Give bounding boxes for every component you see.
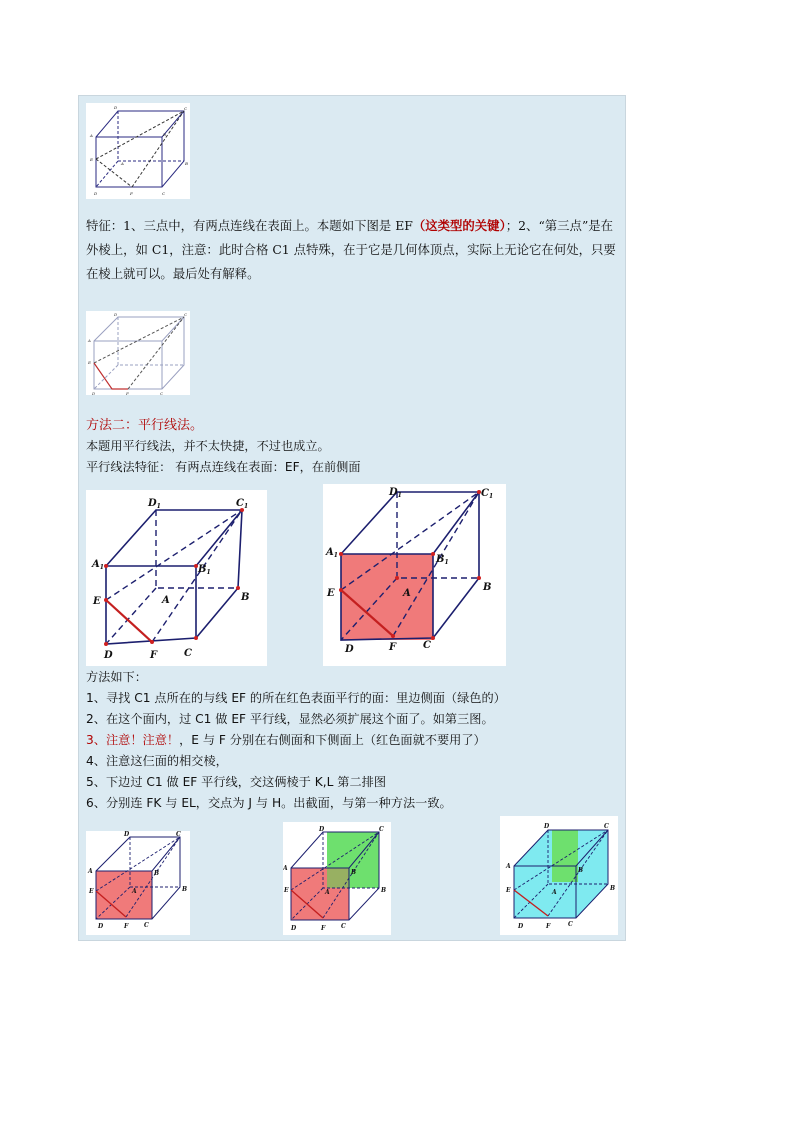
svg-text:D1: $D_1$ xyxy=(148,498,161,510)
svg-text:B: B xyxy=(182,886,188,893)
cube-figure-6 xyxy=(283,822,391,935)
step-5: 5、下边过 C1 做 EF 平行线，交这俩棱于 K,L 第二排图 xyxy=(86,775,387,789)
method2-title: 方法二：平行线法。 xyxy=(86,418,204,433)
step-3-text: ，E 与 F 分别在右侧面和下侧面上（红色面就不要用了） xyxy=(179,733,486,747)
svg-text:B: B xyxy=(578,867,584,874)
svg-text:F: F xyxy=(124,923,129,930)
svg-text:B: B xyxy=(185,161,188,166)
svg-text:D: D xyxy=(92,391,96,395)
svg-text:D: D xyxy=(345,644,354,655)
features-suffix: ；2、“第三点”是在外棱上，如 C1，注意：此时合格 C1 点特殊，在于它是几何体顶点，实际上无论它在何处，只要在棱上就可以。最后处有解释。 xyxy=(86,218,616,281)
step-3-warning: 3、注意！注意！ xyxy=(86,733,180,747)
svg-text:F: F xyxy=(150,650,158,661)
svg-text:F: F xyxy=(130,191,133,196)
svg-text:A: A xyxy=(88,338,91,343)
svg-text:A: A xyxy=(132,888,137,895)
cube-figure-4 xyxy=(323,484,506,666)
svg-text:C: C xyxy=(604,823,609,830)
step-6: 6、分别连 FK 与 EL，交点为 J 与 H。出截面，与第一种方法一致。 xyxy=(86,796,452,810)
svg-text:D: D xyxy=(114,312,118,317)
svg-text:C: C xyxy=(379,826,384,833)
svg-text:C: C xyxy=(160,391,164,395)
method2-line1: 本题用平行线法，并不太快捷，不过也成立。 xyxy=(86,439,330,453)
svg-text:E: E xyxy=(327,588,335,599)
svg-text:A: A xyxy=(403,588,411,599)
svg-text:C: C xyxy=(162,191,166,196)
svg-text:E: E xyxy=(88,360,91,365)
svg-text:E: E xyxy=(90,157,93,162)
step-1: 1、寻找 C1 点所在的与线 EF 的所在红色表面平行的面：里边侧面（绿色的） xyxy=(86,691,506,705)
svg-text:F: F xyxy=(546,923,551,930)
svg-text:A1: $A_1$ xyxy=(92,559,104,571)
svg-text:B: B xyxy=(163,132,166,137)
svg-text:B: B xyxy=(154,870,160,877)
svg-text:D: D xyxy=(291,925,297,932)
steps-heading: 方法如下： xyxy=(86,670,147,684)
svg-text:A: A xyxy=(162,595,170,606)
svg-text:C: C xyxy=(423,640,431,651)
svg-text:D: D xyxy=(94,191,98,196)
svg-text:A: A xyxy=(552,889,557,896)
svg-text:D: D xyxy=(124,831,130,838)
svg-text:D: D xyxy=(518,923,524,930)
svg-text:C: C xyxy=(144,922,149,929)
svg-text:B: B xyxy=(483,582,492,593)
svg-text:B1: $B_1$ xyxy=(436,554,449,566)
cube-figure-3 xyxy=(86,490,267,666)
svg-text:A: A xyxy=(90,133,93,138)
svg-text:B: B xyxy=(351,869,357,876)
svg-text:B: B xyxy=(610,885,616,892)
svg-text:A: A xyxy=(121,161,124,166)
svg-text:B: B xyxy=(241,592,250,603)
cube-figure-1 xyxy=(86,103,190,199)
step-4: 4、注意这仨面的相交棱， xyxy=(86,754,228,768)
svg-text:A: A xyxy=(506,863,511,870)
cube-figure-7 xyxy=(500,816,618,935)
svg-text:D: D xyxy=(114,105,118,110)
step-3 xyxy=(86,731,486,750)
svg-text:C: C xyxy=(176,831,181,838)
svg-text:C1: $C_1$ xyxy=(481,488,494,500)
svg-text:A: A xyxy=(283,865,288,872)
svg-text:F: F xyxy=(389,642,397,653)
svg-text:B: B xyxy=(381,887,387,894)
svg-text:D: D xyxy=(104,650,113,661)
svg-text:E: E xyxy=(89,888,94,895)
cube-figure-2 xyxy=(86,311,190,395)
svg-text:B1: $B_1$ xyxy=(198,564,211,576)
cube-figure-5 xyxy=(86,831,190,935)
svg-text:A: A xyxy=(325,889,330,896)
svg-text:C: C xyxy=(568,921,573,928)
svg-text:A: A xyxy=(88,868,93,875)
features-highlight: （这类型的关键） xyxy=(412,218,506,233)
features-prefix: 特征：1、三点中，有两点连线在表面上。本题如下图是 EF xyxy=(86,218,413,233)
svg-text:E: E xyxy=(93,596,101,607)
step-2: 2、在这个面内，过 C1 做 EF 平行线，显然必须扩展这个面了。如第三图。 xyxy=(86,712,494,726)
svg-text:E: E xyxy=(506,887,511,894)
svg-text:C1: $C_1$ xyxy=(236,498,249,510)
svg-text:F: F xyxy=(321,925,326,932)
svg-text:F: F xyxy=(126,391,129,395)
svg-text:C: C xyxy=(184,648,192,659)
svg-text:C: C xyxy=(184,106,188,111)
svg-text:C: C xyxy=(184,312,188,317)
method2-line2: 平行线法特征： 有两点连线在表面：EF，在前侧面 xyxy=(86,460,361,474)
svg-text:D: D xyxy=(98,923,104,930)
svg-text:D: D xyxy=(319,826,325,833)
svg-text:D: D xyxy=(544,823,550,830)
features-paragraph xyxy=(86,214,622,286)
svg-text:E: E xyxy=(284,887,289,894)
svg-text:A1: $A_1$ xyxy=(326,547,338,559)
svg-text:C: C xyxy=(341,923,346,930)
svg-text:D1: $D_1$ xyxy=(389,487,402,499)
